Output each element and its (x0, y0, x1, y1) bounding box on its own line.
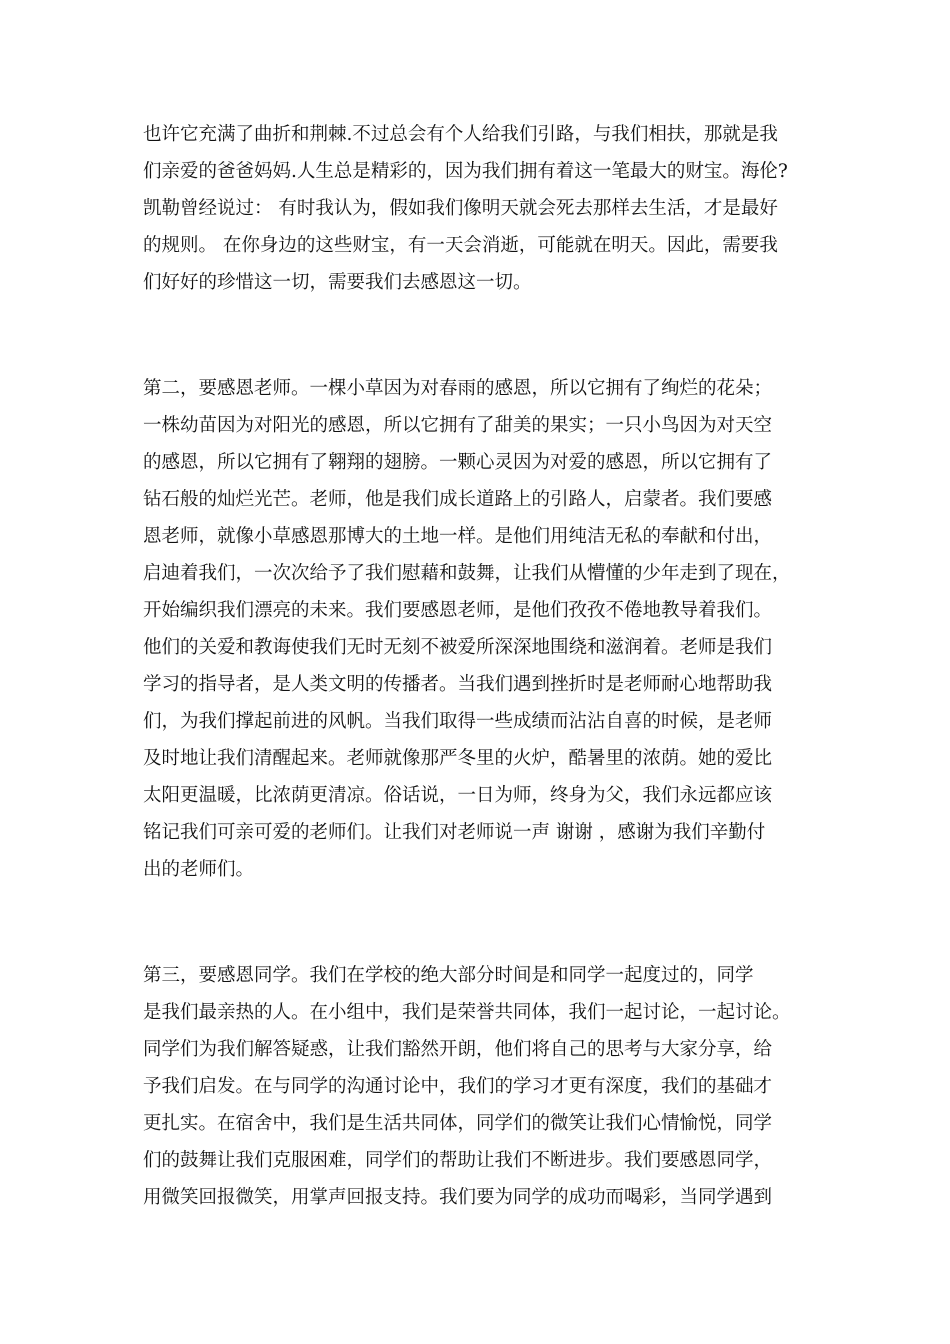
text-line: 们的鼓舞让我们克服困难，同学们的帮助让我们不断进步。我们要感恩同学， (143, 1150, 773, 1171)
text-line: 是我们最亲热的人。在小组中，我们是荣誉共同体，我们一起讨论，一起讨论。 (143, 1002, 791, 1023)
text-line: 开始编织我们漂亮的未来。我们要感恩老师，是他们孜孜不倦地教导着我们。 (143, 600, 773, 621)
text-line: 的感恩，所以它拥有了翱翔的翅膀。一颗心灵因为对爱的感恩，所以它拥有了 (143, 452, 773, 473)
text-line: 凯勒曾经说过： 有时我认为，假如我们像明天就会死去那样去生活，才是最好 (143, 198, 778, 219)
text-line: 们，为我们撑起前进的风帆。当我们取得一些成绩而沾沾自喜的时候，是老师 (143, 711, 773, 732)
text-line: 们亲爱的爸爸妈妈.人生总是精彩的，因为我们拥有着这一笔最大的财宝。海伦? (143, 161, 788, 182)
text-line: 予我们启发。在与同学的沟通讨论中，我们的学习才更有深度，我们的基础才 (143, 1076, 773, 1097)
text-line: 及时地让我们清醒起来。老师就像那严冬里的火炉，酷暑里的浓荫。她的爱比 (143, 748, 773, 769)
text-line: 铭记我们可亲可爱的老师们。让我们对老师说一声 谢谢 ，感谢为我们辛勤付 (143, 822, 766, 843)
text-line: 第三，要感恩同学。我们在学校的绝大部分时间是和同学一起度过的，同学 (143, 965, 754, 986)
text-line: 更扎实。在宿舍中，我们是生活共同体，同学们的微笑让我们心情愉悦，同学 (143, 1113, 773, 1134)
text-line: 学习的指导者，是人类文明的传播者。当我们遇到挫折时是老师耐心地帮助我 (143, 674, 773, 695)
text-line: 钻石般的灿烂光芒。老师，他是我们成长道路上的引路人，启蒙者。我们要感 (143, 489, 773, 510)
text-line: 出的老师们。 (143, 859, 255, 880)
text-line: 他们的关爱和教诲使我们无时无刻不被爱所深深地围绕和滋润着。老师是我们 (143, 637, 773, 658)
text-line: 同学们为我们解答疑惑，让我们豁然开朗，他们将自己的思考与大家分享，给 (143, 1039, 773, 1060)
text-line: 启迪着我们，一次次给予了我们慰藉和鼓舞，让我们从懵懂的少年走到了现在， (143, 563, 791, 584)
text-line: 一株幼苗因为对阳光的感恩，所以它拥有了甜美的果实；一只小鸟因为对天空 (143, 415, 773, 436)
text-line: 用微笑回报微笑，用掌声回报支持。我们要为同学的成功而喝彩，当同学遇到 (143, 1187, 773, 1208)
text-line: 恩老师，就像小草感恩那博大的土地一样。是他们用纯洁无私的奉献和付出， (143, 526, 773, 547)
text-line: 的规则。 在你身边的这些财宝，有一天会消逝，可能就在明天。因此，需要我 (143, 235, 778, 256)
text-line: 第二，要感恩老师。一棵小草因为对春雨的感恩，所以它拥有了绚烂的花朵； (143, 378, 773, 399)
text-line: 也许它充满了曲折和荆棘.不过总会有个人给我们引路，与我们相扶，那就是我 (143, 124, 778, 145)
text-line: 太阳更温暖，比浓荫更清凉。俗话说，一日为师，终身为父，我们永远都应该 (143, 785, 773, 806)
text-line: 们好好的珍惜这一切，需要我们去感恩这一切。 (143, 272, 532, 293)
